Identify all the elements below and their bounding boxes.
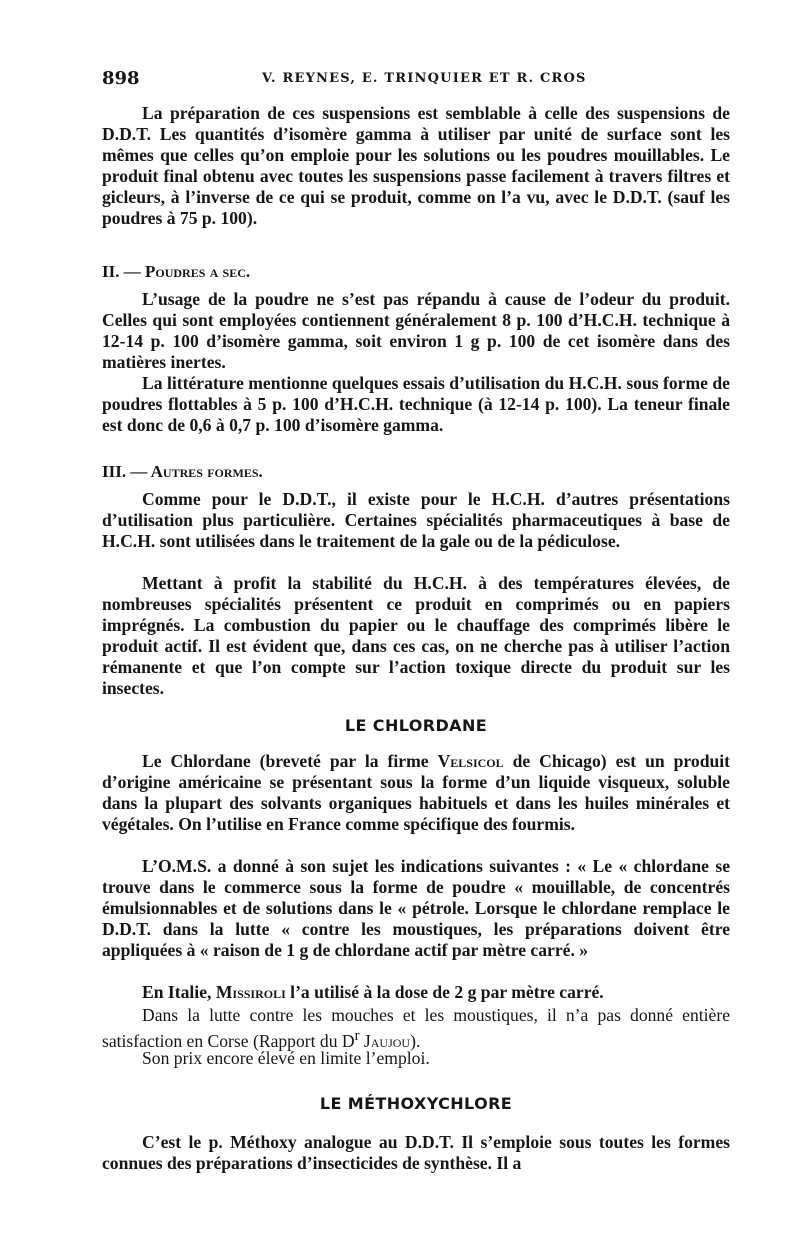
paragraph-prix: Son prix encore élevé en limite l’emploi. xyxy=(142,1048,430,1068)
author-name: Missiroli xyxy=(215,982,286,1002)
text-run: Le Chlordane (breveté par la firme xyxy=(142,751,438,771)
running-head: V. REYNES, E. TRINQUIER ET R. CROS xyxy=(262,71,587,86)
page-number: 898 xyxy=(102,68,140,89)
paragraph-litterature: La littérature mentionne quelques essais d’utilisation du H.C.H. sous forme de poudres flottables à 5 p. 100 d’H.C.H. technique (à 12-14 p. 100). La teneur finale est donc de 0,6 à 0,7 p. 100 d’isomère gamma. xyxy=(102,373,730,435)
text-run: En Italie, xyxy=(142,982,216,1002)
subheading-text: II. — Poudres a sec. xyxy=(102,262,251,281)
text-run: l’a utilisé à la dose de 2 g par mètre carré. xyxy=(285,982,604,1002)
superscript: r xyxy=(354,1028,360,1044)
paragraph-italie xyxy=(102,982,730,1003)
author-name: Jaujou xyxy=(363,1030,411,1051)
paragraph-methoxychlore: C’est le p. Méthoxy analogue au D.D.T. Il s’emploie sous toutes les formes connues des préparations d’insecticides de synthèse. Il a xyxy=(102,1132,730,1173)
text-run: Dans la lutte contre les mouches et les moustiques, il n’a pas donné entière satisfaction en Corse (Rapport du D xyxy=(102,1005,730,1051)
subheading-poudres-a-sec xyxy=(102,262,730,282)
paragraph-stabilite: Mettant à profit la stabilité du H.C.H. à des températures élevées, de nombreuses spécialités présentent ce produit en comprimés ou en papiers imprégnés. La combustion du papier ou le chauffage des comprimés libère le produit actif. Il est évident que, dans ces cas, on ne cherche pas à utiliser l’action rémanente et que l’on compte sur l’action toxique directe du produit sur les insectes. xyxy=(102,573,730,698)
firm-name: Velsicol xyxy=(437,751,504,771)
text-run: ). xyxy=(410,1030,421,1051)
paragraph-chlordane-intro xyxy=(102,751,730,835)
paragraph-oms-quote: L’O.M.S. a donné à son sujet les indications suivantes : « Le « chlordane se trouve dans le commerce sous la forme de poudre « mouillable, de concentrés émulsionnables et de solutions dans le « pétrole. Lorsque le chlordane remplace le D.D.T. dans la lutte « contre les moustiques, les préparations doivent être appliquées à « raison de 1 g de chlordane actif par mètre carré. » xyxy=(102,856,730,960)
section-title-chlordane: LE CHLORDANE xyxy=(344,716,488,735)
subheading-autres-formes xyxy=(102,462,730,482)
paragraph-usage-poudre: L’usage de la poudre ne s’est pas répandu à cause de l’odeur du produit. Celles qui sont employées contiennent généralement 8 p. 100 d’H.C.H. technique à 12-14 p. 100 d’isomère gamma, soit environ 1 g p. 100 de cet isomère dans des matières inertes. xyxy=(102,289,730,372)
paragraph-suspensions: La préparation de ces suspensions est semblable à celle des suspensions de D.D.T. Les quantités d’isomère gamma à utiliser par unité de surface sont les mêmes que celles qu’on emploie pour les solutions ou les poudres mouillables. Le produit final obtenu avec toutes les suspensions passe facilement à travers filtres et gicleurs, à l’inverse de ce qui se produit, comme on l’a vu, avec le D.D.T. (sauf les poudres à 75 p. 100). xyxy=(102,103,730,228)
section-title-methoxychlore: LE MÉTHOXYCHLORE xyxy=(319,1094,513,1113)
page-header xyxy=(102,68,730,92)
paragraph-autres-presentations: Comme pour le D.D.T., il existe pour le H.C.H. d’autres présentations d’utilisation plus particulière. Certaines spécialités pharmaceutiques à base de H.C.H. sont utilisées dans le traitement de la gale ou de la pédiculose. xyxy=(102,489,730,551)
paragraph-corse xyxy=(102,1005,730,1052)
subheading-text: III. — Autres formes. xyxy=(102,462,263,481)
text-run: de Chicago) est un produit d’origine américaine se présentant sous la forme d’un liquide visqueux, soluble dans la plupart des solvants organiques habituels et dans les huiles minérales et végétales. On l’utilise en France comme spécifique des fourmis. xyxy=(102,751,731,834)
